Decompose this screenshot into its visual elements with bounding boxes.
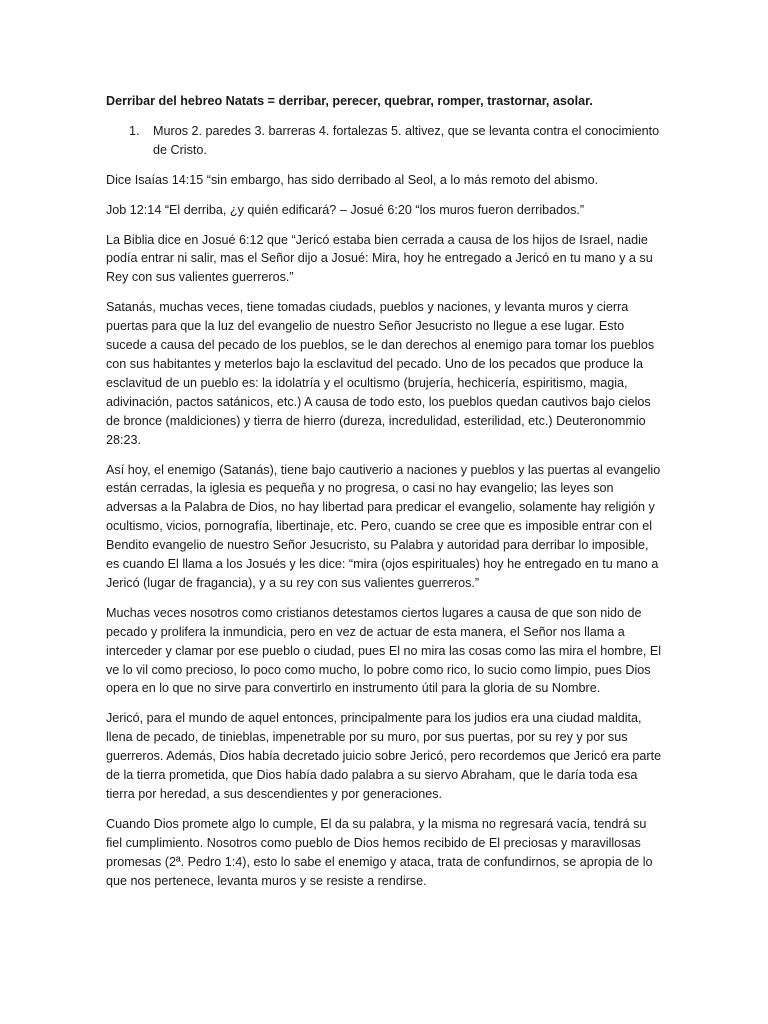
paragraph: Así hoy, el enemigo (Satanás), tiene bajo cautiverio a naciones y pueblos y las puertas al evangelio están cerradas, la iglesia es pequeña y no progresa, o casi no hay evangelio; las leyes son adversas a la Palabra de Dios, no hay libertad para predicar el evangelio, solamente hay religión y ocultismo, vicios, pornografía, libertinaje, etc. Pero, cuando se cree que es imposible entrar con el Bendito evangelio de nuestro Señor Jesucristo, su Palabra y autoridad para derribar lo imposible, es cuando El llama a los Josués y les dice: “mira (ojos espirituales) hoy he entregado en tu mano a Jericó (lugar de fragancia), y a su rey con sus valientes guerreros.” bbox=[106, 462, 661, 590]
list-item-text: Muros 2. paredes 3. barreras 4. fortalezas 5. altivez, que se levanta contra el conocimiento de Cristo. bbox=[153, 123, 660, 157]
document-title: Derribar del hebreo Natats = derribar, perecer, quebrar, romper, trastornar, asolar. bbox=[106, 94, 593, 108]
paragraph: Muchas veces nosotros como cristianos detestamos ciertos lugares a causa de que son nido de pecado y prolifera la inmundicia, pero en vez de actuar de esta manera, el Señor nos llama a interceder y clamar por ese pueblo o ciudad, pues El no mira las cosas como las mira el hombre, El ve lo vil como precioso, lo poco como mucho, lo pobre como rico, lo sucio como limpio, pues Dios opera en lo que no sirve para convertirlo en instrumento útil para la gloria de su Nombre. bbox=[106, 605, 662, 696]
paragraph: Dice Isaías 14:15 “sin embargo, has sido derribado al Seol, a lo más remoto del abismo. bbox=[106, 172, 599, 187]
list-item bbox=[106, 122, 664, 160]
numbered-list bbox=[106, 122, 664, 160]
list-item-number: 1. bbox=[129, 123, 140, 138]
paragraph: Satanás, muchas veces, tiene tomadas ciudads, pueblos y naciones, y levanta muros y cierra puertas para que la luz del evangelio de nuestro Señor Jesucristo no llegue a ese lugar. Esto sucede a causa del pecado de los pueblos, se le dan derechos al enemigo para tomar los pueblos con sus habitantes y meterlos bajo la esclavitud del pecado. Uno de los pecados que produce la esclavitud de un pueblo es: la idolatría y el ocultismo (brujería, hechicería, espiritismo, magia, adivinación, pactos satánicos, etc.) A causa de todo esto, los pueblos quedan cautivos bajo cielos de bronce (maldiciones) y tierra de hierro (dureza, incredulidad, esterilidad, etc.) Deuteronommio 28:23. bbox=[106, 300, 655, 447]
paragraph: Cuando Dios promete algo lo cumple, El da su palabra, y la misma no regresará vacía, tendrá su fiel cumplimiento. Nosotros como pueblo de Dios hemos recibido de El preciosas y maravillosas promesas (2ª. Pedro 1:4), esto lo sabe el enemigo y ataca, trata de confundirnos, se apropia de lo que nos pertenece, levanta muros y se resiste a rendirse. bbox=[106, 816, 653, 888]
document-body bbox=[106, 92, 664, 902]
paragraph: Job 12:14 “El derriba, ¿y quién edificará? – Josué 6:20 “los muros fueron derribados.” bbox=[106, 202, 585, 217]
paragraph: La Biblia dice en Josué 6:12 que “Jericó estaba bien cerrada a causa de los hijos de Israel, nadie podía entrar ni salir, mas el Señor dijo a Josué: Mira, hoy he entregado a Jericó en tu mano y a su Rey con sus valientes guerreros.” bbox=[106, 232, 653, 285]
paragraph: Jericó, para el mundo de aquel entonces, principalmente para los judios era una ciudad maldita, llena de pecado, de tinieblas, impenetrable por su muro, por sus puertas, por su rey y por sus guerreros. Además, Dios había decretado juicio sobre Jericó, pero recordemos que Jericó era parte de la tierra prometida, que Dios había dado palabra a su siervo Abraham, que le daría toda esa tierra por heredad, a sus descendientes y por generaciones. bbox=[106, 711, 662, 801]
